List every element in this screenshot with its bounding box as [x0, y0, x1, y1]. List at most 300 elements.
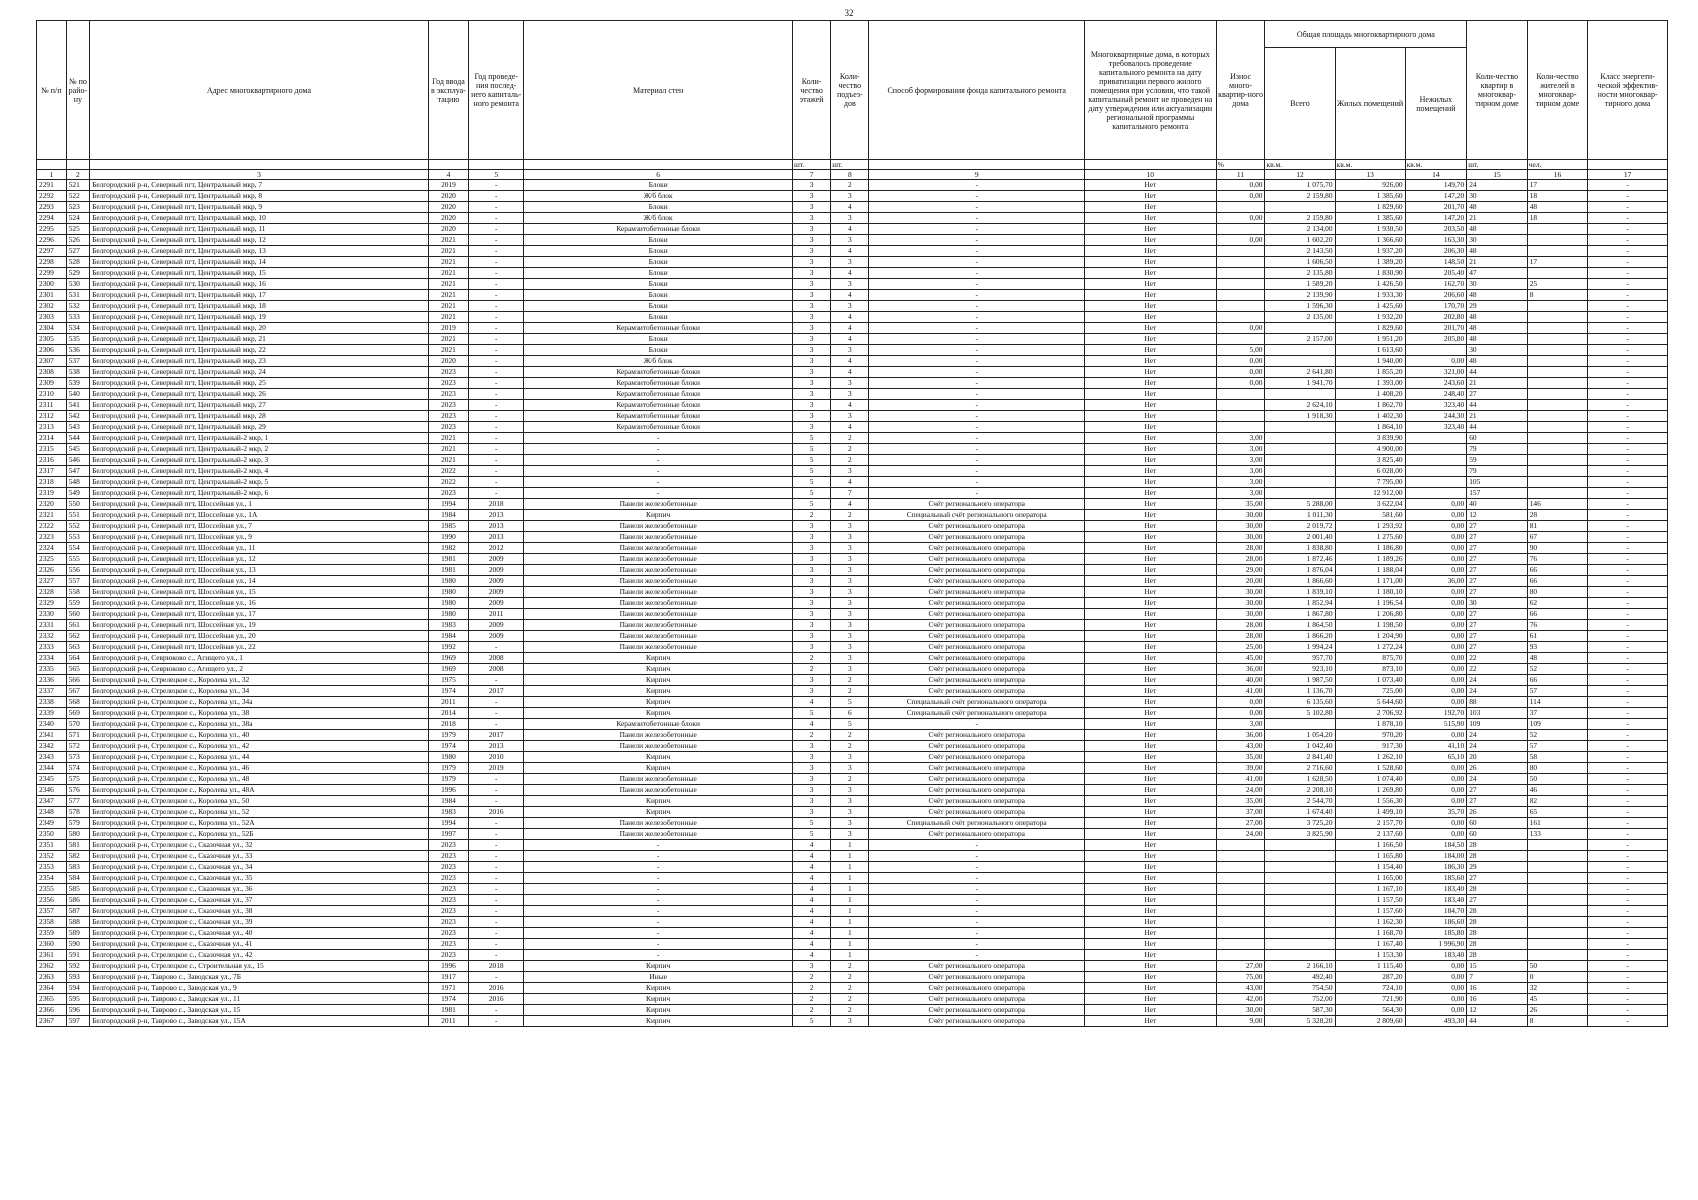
apartments-count-cell: 27 [1467, 631, 1528, 642]
entrances-cell: 4 [831, 400, 869, 411]
year-commissioned-cell: 2023 [428, 862, 468, 873]
entrances-cell: 1 [831, 939, 869, 950]
residents-count-cell: 17 [1527, 257, 1588, 268]
last-repair-year-cell: - [469, 675, 524, 686]
last-repair-year-cell: - [469, 796, 524, 807]
area-nonresidential-cell: 0,00 [1405, 587, 1467, 598]
floors-cell: 3 [792, 631, 830, 642]
year-commissioned-cell: 2022 [428, 477, 468, 488]
year-commissioned-cell: 2021 [428, 235, 468, 246]
repair-required-cell: Нет [1084, 400, 1216, 411]
area-total-cell [1265, 851, 1335, 862]
table-row [37, 433, 1668, 444]
wear-percent-cell [1216, 334, 1265, 345]
residents-count-cell: 26 [1527, 1005, 1588, 1016]
district-number-cell: 533 [66, 312, 89, 323]
energy-class-cell: - [1588, 466, 1668, 477]
address-cell: Белгородский р-н, Стрелецкое с., Королева ул., 32 [90, 675, 429, 686]
district-number-cell: 548 [66, 477, 89, 488]
district-number-cell: 588 [66, 917, 89, 928]
area-total-cell: 923,10 [1265, 664, 1335, 675]
area-nonresidential-cell: 0,00 [1405, 554, 1467, 565]
district-number-cell: 528 [66, 257, 89, 268]
wall-material-cell: - [524, 455, 793, 466]
address-cell: Белгородский р-н, Стрелецкое с., Королева ул., 38а [90, 719, 429, 730]
year-commissioned-cell: 1983 [428, 807, 468, 818]
area-nonresidential-cell: 192,70 [1405, 708, 1467, 719]
area-total-cell: 1 941,70 [1265, 378, 1335, 389]
district-number-cell: 560 [66, 609, 89, 620]
district-number-cell: 574 [66, 763, 89, 774]
area-residential-cell: 1 393,00 [1335, 378, 1405, 389]
district-number-cell: 576 [66, 785, 89, 796]
apartments-count-cell: 22 [1467, 653, 1528, 664]
residents-count-cell [1527, 389, 1588, 400]
area-residential-cell: 12 912,00 [1335, 488, 1405, 499]
row-number-cell: 2349 [37, 818, 67, 829]
residents-count-cell [1527, 488, 1588, 499]
year-commissioned-cell: 1990 [428, 532, 468, 543]
column-number: 5 [469, 170, 524, 180]
row-number-cell: 2367 [37, 1016, 67, 1027]
area-total-cell: 1 628,50 [1265, 774, 1335, 785]
table-row [37, 752, 1668, 763]
apartments-count-cell: 16 [1467, 983, 1528, 994]
table-row [37, 609, 1668, 620]
residents-count-cell [1527, 884, 1588, 895]
residents-count-cell [1527, 356, 1588, 367]
last-repair-year-cell: - [469, 840, 524, 851]
district-number-cell: 530 [66, 279, 89, 290]
row-number-cell: 2315 [37, 444, 67, 455]
area-nonresidential-cell: 186,30 [1405, 862, 1467, 873]
last-repair-year-cell: - [469, 444, 524, 455]
wall-material-cell: - [524, 895, 793, 906]
table-row [37, 741, 1668, 752]
table-row [37, 818, 1668, 829]
wall-material-cell: - [524, 928, 793, 939]
wall-material-cell: Блоки [524, 334, 793, 345]
row-number-cell: 2312 [37, 411, 67, 422]
floors-cell: 3 [792, 180, 830, 191]
district-number-cell: 522 [66, 191, 89, 202]
area-total-cell: 1 596,30 [1265, 301, 1335, 312]
energy-class-cell: - [1588, 367, 1668, 378]
unit-residents: чел. [1527, 160, 1588, 170]
wall-material-cell: Кирпич [524, 1005, 793, 1016]
entrances-cell: 1 [831, 906, 869, 917]
entrances-cell: 3 [831, 763, 869, 774]
energy-class-cell: - [1588, 444, 1668, 455]
district-number-cell: 556 [66, 565, 89, 576]
apartments-count-cell: 20 [1467, 752, 1528, 763]
wall-material-cell: Иные [524, 972, 793, 983]
year-commissioned-cell: 1996 [428, 785, 468, 796]
fund-method-cell: Счёт регионального оператора [869, 994, 1085, 1005]
row-number-cell: 2351 [37, 840, 67, 851]
apartments-count-cell: 48 [1467, 202, 1528, 213]
address-cell: Белгородский р-н, Стрелецкое с., Сказочная ул., 34 [90, 862, 429, 873]
area-residential-cell: 564,30 [1335, 1005, 1405, 1016]
row-number-cell: 2304 [37, 323, 67, 334]
address-cell: Белгородский р-н, Северный пгт, Центральный мкр, 29 [90, 422, 429, 433]
column-number: 10 [1084, 170, 1216, 180]
row-number-cell: 2313 [37, 422, 67, 433]
year-commissioned-cell: 1971 [428, 983, 468, 994]
district-number-cell: 595 [66, 994, 89, 1005]
address-cell: Белгородский р-н, Севрюково с., Агищего ул., 2 [90, 664, 429, 675]
wear-percent-cell [1216, 224, 1265, 235]
area-total-cell [1265, 884, 1335, 895]
wear-percent-cell: 30,00 [1216, 510, 1265, 521]
year-commissioned-cell: 1979 [428, 730, 468, 741]
area-nonresidential-cell [1405, 477, 1467, 488]
floors-cell: 5 [792, 433, 830, 444]
wear-percent-cell: 75,00 [1216, 972, 1265, 983]
repair-required-cell: Нет [1084, 444, 1216, 455]
area-residential-cell: 3 839,90 [1335, 433, 1405, 444]
address-cell: Белгородский р-н, Северный пгт, Центральный мкр, 8 [90, 191, 429, 202]
fund-method-cell: - [869, 290, 1085, 301]
wear-percent-cell: 24,00 [1216, 785, 1265, 796]
area-nonresidential-cell: 147,20 [1405, 213, 1467, 224]
energy-class-cell: - [1588, 928, 1668, 939]
last-repair-year-cell: - [469, 301, 524, 312]
apartments-count-cell: 30 [1467, 345, 1528, 356]
residents-count-cell [1527, 862, 1588, 873]
wall-material-cell: Кирпич [524, 686, 793, 697]
repair-required-cell: Нет [1084, 642, 1216, 653]
entrances-cell: 1 [831, 840, 869, 851]
district-number-cell: 557 [66, 576, 89, 587]
area-residential-cell: 1 269,80 [1335, 785, 1405, 796]
district-number-cell: 543 [66, 422, 89, 433]
fund-method-cell: - [869, 862, 1085, 873]
area-residential-cell: 1 167,10 [1335, 884, 1405, 895]
area-nonresidential-cell [1405, 433, 1467, 444]
repair-required-cell: Нет [1084, 554, 1216, 565]
entrances-cell: 1 [831, 928, 869, 939]
last-repair-year-cell: 2009 [469, 576, 524, 587]
wall-material-cell: Панели железобетонные [524, 774, 793, 785]
district-number-cell: 553 [66, 532, 89, 543]
wall-material-cell: Панели железобетонные [524, 499, 793, 510]
fund-method-cell: Счёт регионального оператора [869, 1016, 1085, 1027]
energy-class-cell: - [1588, 851, 1668, 862]
row-number-cell: 2314 [37, 433, 67, 444]
last-repair-year-cell: - [469, 268, 524, 279]
wear-percent-cell: 0,00 [1216, 356, 1265, 367]
fund-method-cell: - [869, 356, 1085, 367]
area-nonresidential-cell: 0,00 [1405, 499, 1467, 510]
apartments-count-cell: 12 [1467, 1005, 1528, 1016]
floors-cell: 4 [792, 719, 830, 730]
year-commissioned-cell: 2023 [428, 851, 468, 862]
wear-percent-cell: 3,00 [1216, 444, 1265, 455]
table-row [37, 510, 1668, 521]
row-number-cell: 2348 [37, 807, 67, 818]
last-repair-year-cell: - [469, 345, 524, 356]
table-row [37, 290, 1668, 301]
wall-material-cell: Керамзитобетонные блоки [524, 422, 793, 433]
address-cell: Белгородский р-н, Северный пгт, Центральный мкр, 10 [90, 213, 429, 224]
last-repair-year-cell: - [469, 895, 524, 906]
wear-percent-cell: 28,00 [1216, 554, 1265, 565]
table-row [37, 367, 1668, 378]
energy-class-cell: - [1588, 895, 1668, 906]
year-commissioned-cell: 2023 [428, 840, 468, 851]
area-nonresidential-cell: 147,20 [1405, 191, 1467, 202]
energy-class-cell: - [1588, 873, 1668, 884]
area-residential-cell: 1 366,60 [1335, 235, 1405, 246]
fund-method-cell: - [869, 301, 1085, 312]
residents-count-cell: 76 [1527, 554, 1588, 565]
floors-cell: 3 [792, 620, 830, 631]
floors-cell: 3 [792, 642, 830, 653]
area-residential-cell: 1 074,40 [1335, 774, 1405, 785]
district-number-cell: 569 [66, 708, 89, 719]
energy-class-cell: - [1588, 785, 1668, 796]
repair-required-cell: Нет [1084, 807, 1216, 818]
wear-percent-cell [1216, 257, 1265, 268]
row-number-cell: 2339 [37, 708, 67, 719]
repair-required-cell: Нет [1084, 378, 1216, 389]
residents-count-cell: 80 [1527, 587, 1588, 598]
floors-cell: 3 [792, 609, 830, 620]
apartments-count-cell: 29 [1467, 301, 1528, 312]
area-residential-cell: 873,10 [1335, 664, 1405, 675]
energy-class-cell: - [1588, 719, 1668, 730]
repair-required-cell: Нет [1084, 895, 1216, 906]
column-number: 4 [428, 170, 468, 180]
wall-material-cell: Кирпич [524, 675, 793, 686]
header-entrances: Коли-чество подъез-дов [831, 21, 869, 160]
wall-material-cell: - [524, 433, 793, 444]
year-commissioned-cell: 1996 [428, 961, 468, 972]
last-repair-year-cell: 2008 [469, 653, 524, 664]
area-residential-cell: 2 706,92 [1335, 708, 1405, 719]
units-row [37, 160, 1668, 170]
residents-count-cell: 8 [1527, 1016, 1588, 1027]
address-cell: Белгородский р-н, Северный пгт, Центральный мкр, 17 [90, 290, 429, 301]
last-repair-year-cell: - [469, 873, 524, 884]
wear-percent-cell [1216, 862, 1265, 873]
district-number-cell: 547 [66, 466, 89, 477]
district-number-cell: 563 [66, 642, 89, 653]
area-total-cell [1265, 719, 1335, 730]
area-total-cell: 5 288,00 [1265, 499, 1335, 510]
last-repair-year-cell: - [469, 928, 524, 939]
row-number-cell: 2333 [37, 642, 67, 653]
floors-cell: 3 [792, 257, 830, 268]
apartments-count-cell: 27 [1467, 532, 1528, 543]
table-row [37, 356, 1668, 367]
wall-material-cell: Панели железобетонные [524, 587, 793, 598]
floors-cell: 3 [792, 290, 830, 301]
wall-material-cell: Кирпич [524, 1016, 793, 1027]
table-row [37, 323, 1668, 334]
table-row [37, 708, 1668, 719]
entrances-cell: 4 [831, 356, 869, 367]
fund-method-cell: - [869, 246, 1085, 257]
district-number-cell: 577 [66, 796, 89, 807]
column-number: 12 [1265, 170, 1335, 180]
energy-class-cell: - [1588, 499, 1668, 510]
address-cell: Белгородский р-н, Северный пгт, Центральный-2 мкр, 3 [90, 455, 429, 466]
area-nonresidential-cell: 184,00 [1405, 851, 1467, 862]
row-number-cell: 2343 [37, 752, 67, 763]
last-repair-year-cell: 2009 [469, 620, 524, 631]
floors-cell: 3 [792, 235, 830, 246]
area-total-cell: 1 075,70 [1265, 180, 1335, 191]
district-number-cell: 546 [66, 455, 89, 466]
area-nonresidential-cell: 184,70 [1405, 906, 1467, 917]
floors-cell: 4 [792, 895, 830, 906]
last-repair-year-cell: - [469, 829, 524, 840]
entrances-cell: 3 [831, 466, 869, 477]
unit-floors: шт. [792, 160, 830, 170]
column-number: 8 [831, 170, 869, 180]
area-residential-cell: 1 186,80 [1335, 543, 1405, 554]
fund-method-cell: - [869, 840, 1085, 851]
repair-required-cell: Нет [1084, 928, 1216, 939]
area-nonresidential-cell: 185,80 [1405, 928, 1467, 939]
table-row [37, 213, 1668, 224]
wall-material-cell: Керамзитобетонные блоки [524, 400, 793, 411]
area-total-cell: 1 872,46 [1265, 554, 1335, 565]
apartments-count-cell: 28 [1467, 928, 1528, 939]
residents-count-cell [1527, 840, 1588, 851]
fund-method-cell: Счёт регионального оператора [869, 675, 1085, 686]
year-commissioned-cell: 2021 [428, 290, 468, 301]
last-repair-year-cell: 2009 [469, 631, 524, 642]
energy-class-cell: - [1588, 356, 1668, 367]
floors-cell: 4 [792, 884, 830, 895]
area-total-cell: 2 841,40 [1265, 752, 1335, 763]
wall-material-cell: Блоки [524, 345, 793, 356]
floors-cell: 3 [792, 378, 830, 389]
wall-material-cell: Ж/б блок [524, 356, 793, 367]
last-repair-year-cell: - [469, 455, 524, 466]
entrances-cell: 4 [831, 477, 869, 488]
wear-percent-cell [1216, 312, 1265, 323]
wear-percent-cell: 28,00 [1216, 631, 1265, 642]
residents-count-cell: 50 [1527, 961, 1588, 972]
table-row [37, 774, 1668, 785]
area-nonresidential-cell: 0,00 [1405, 598, 1467, 609]
area-residential-cell: 970,20 [1335, 730, 1405, 741]
repair-required-cell: Нет [1084, 664, 1216, 675]
year-commissioned-cell: 2022 [428, 466, 468, 477]
district-number-cell: 586 [66, 895, 89, 906]
table-row [37, 224, 1668, 235]
area-total-cell: 1 602,20 [1265, 235, 1335, 246]
address-cell: Белгородский р-н, Северный пгт, Центральный мкр, 11 [90, 224, 429, 235]
apartments-count-cell: 28 [1467, 906, 1528, 917]
page-number: 32 [844, 8, 854, 18]
energy-class-cell: - [1588, 774, 1668, 785]
floors-cell: 3 [792, 521, 830, 532]
row-number-cell: 2337 [37, 686, 67, 697]
table-body [37, 180, 1668, 1027]
year-commissioned-cell: 1980 [428, 752, 468, 763]
repair-required-cell: Нет [1084, 719, 1216, 730]
row-number-cell: 2356 [37, 895, 67, 906]
energy-class-cell: - [1588, 565, 1668, 576]
column-number: 15 [1467, 170, 1528, 180]
area-total-cell: 2 134,00 [1265, 224, 1335, 235]
energy-class-cell: - [1588, 246, 1668, 257]
entrances-cell: 3 [831, 411, 869, 422]
residents-count-cell: 65 [1527, 807, 1588, 818]
apartments-count-cell: 30 [1467, 191, 1528, 202]
energy-class-cell: - [1588, 598, 1668, 609]
address-cell: Белгородский р-н, Северный пгт, Центральный-2 мкр, 5 [90, 477, 429, 488]
last-repair-year-cell: - [469, 1005, 524, 1016]
year-commissioned-cell: 2023 [428, 939, 468, 950]
residents-count-cell: 67 [1527, 532, 1588, 543]
area-residential-cell: 1 829,60 [1335, 202, 1405, 213]
area-nonresidential-cell: 0,00 [1405, 642, 1467, 653]
area-nonresidential-cell [1405, 466, 1467, 477]
area-total-cell: 5 102,80 [1265, 708, 1335, 719]
wall-material-cell: - [524, 950, 793, 961]
repair-required-cell: Нет [1084, 356, 1216, 367]
floors-cell: 3 [792, 532, 830, 543]
last-repair-year-cell: - [469, 257, 524, 268]
fund-method-cell: - [869, 235, 1085, 246]
repair-required-cell: Нет [1084, 367, 1216, 378]
apartments-count-cell: 22 [1467, 664, 1528, 675]
last-repair-year-cell: 2008 [469, 664, 524, 675]
energy-class-cell: - [1588, 1016, 1668, 1027]
residents-count-cell: 8 [1527, 290, 1588, 301]
floors-cell: 3 [792, 752, 830, 763]
area-residential-cell: 725,00 [1335, 686, 1405, 697]
wall-material-cell: Керамзитобетонные блоки [524, 719, 793, 730]
residents-count-cell: 81 [1527, 521, 1588, 532]
repair-required-cell: Нет [1084, 708, 1216, 719]
area-residential-cell: 1 385,60 [1335, 191, 1405, 202]
apartments-count-cell: 27 [1467, 543, 1528, 554]
wall-material-cell: Панели железобетонные [524, 598, 793, 609]
district-number-cell: 551 [66, 510, 89, 521]
last-repair-year-cell: 2018 [469, 499, 524, 510]
wear-percent-cell: 41,00 [1216, 686, 1265, 697]
row-number-cell: 2366 [37, 1005, 67, 1016]
column-number: 14 [1405, 170, 1467, 180]
fund-method-cell: - [869, 422, 1085, 433]
apartments-count-cell: 27 [1467, 521, 1528, 532]
fund-method-cell: Счёт регионального оператора [869, 609, 1085, 620]
wall-material-cell: Кирпич [524, 752, 793, 763]
area-residential-cell: 1 389,20 [1335, 257, 1405, 268]
area-residential-cell: 1 272,24 [1335, 642, 1405, 653]
wall-material-cell: Блоки [524, 312, 793, 323]
unit-area-residential: кв.м. [1335, 160, 1405, 170]
wear-percent-cell: 3,00 [1216, 719, 1265, 730]
entrances-cell: 3 [831, 554, 869, 565]
fund-method-cell: - [869, 895, 1085, 906]
energy-class-cell: - [1588, 521, 1668, 532]
floors-cell: 5 [792, 444, 830, 455]
repair-required-cell: Нет [1084, 246, 1216, 257]
area-residential-cell: 1 154,40 [1335, 862, 1405, 873]
row-number-cell: 2347 [37, 796, 67, 807]
floors-cell: 3 [792, 246, 830, 257]
area-total-cell [1265, 433, 1335, 444]
year-commissioned-cell: 1979 [428, 774, 468, 785]
